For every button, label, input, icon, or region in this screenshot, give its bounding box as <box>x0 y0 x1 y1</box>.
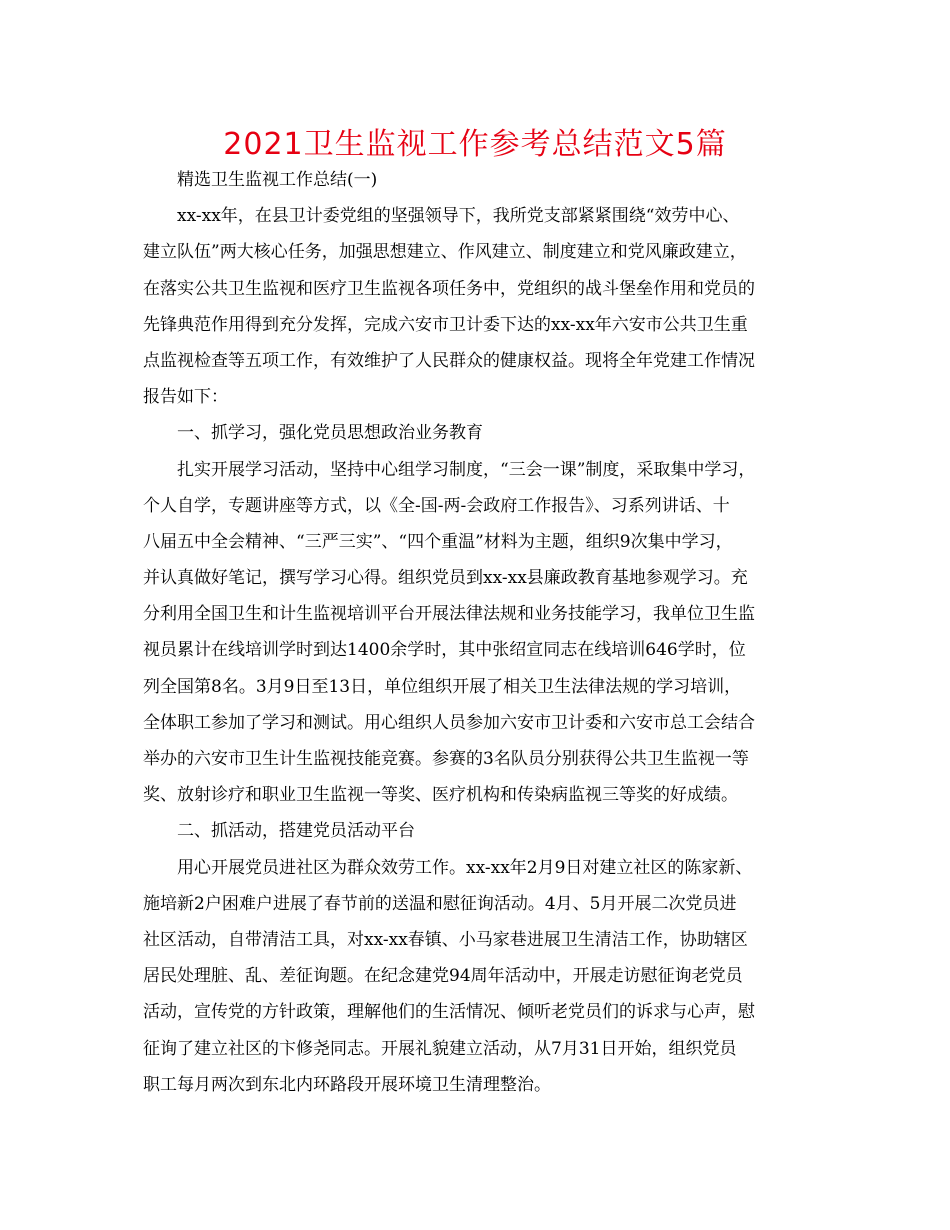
body-line: 在落实公共卫生监视和医疗卫生监视各项任务中，党组织的战斗堡垒作用和党员的 <box>143 278 755 299</box>
body-line: 二、抓活动，搭建党员活动平台 <box>177 821 415 842</box>
body-line: 居民处理脏、乱、差征询题。在纪念建党94周年活动中，开展走访慰征询老党员 <box>143 966 743 987</box>
document-title: 2021卫生监视工作参考总结范文5篇 <box>223 127 727 162</box>
body-line: 奖、放射诊疗和职业卫生监视一等奖、医疗机构和传染病监视三等奖的好成绩。 <box>143 785 738 806</box>
body-line: 点监视检查等五项工作，有效维护了人民群众的健康权益。现将全年党建工作情况 <box>143 350 755 371</box>
document-body <box>143 162 833 1103</box>
body-line: 个人自学，专题讲座等方式，以《全-国-两-会政府工作报告》、习系列讲话、十 <box>143 495 730 516</box>
body-line: 扎实开展学习活动，坚持中心组学习制度，“三会一课”制度，采取集中学习， <box>177 459 756 480</box>
body-line: 视员累计在线培训学时到达1400余学时，其中张绍宣同志在线培训646学时，位 <box>143 640 746 661</box>
body-line: xx-xx年，在县卫计委党组的坚强领导下，我所党支部紧紧围绕“效劳中心、 <box>177 206 740 227</box>
body-line: 职工每月两次到东北内环路段开展环境卫生清理整治。 <box>143 1074 551 1095</box>
body-line: 精选卫生监视工作总结(一) <box>177 170 378 190</box>
body-line: 建立队伍”两大核心任务，加强思想建立、作风建立、制度建立和党风廉政建立， <box>143 242 747 263</box>
body-line: 列全国第8名。3月9日至13日，单位组织开展了相关卫生法律法规的学习培训， <box>143 676 742 697</box>
body-line: 八届五中全会精神、“三严三实”、“四个重温”材料为主题，组织9次集中学习， <box>143 531 733 552</box>
body-line: 并认真做好笔记，撰写学习心得。组织党员到xx-xx县廉政教育基地参观学习。充 <box>143 568 748 589</box>
body-line: 征询了建立社区的卞修尧同志。开展礼貌建立活动，从7月31日开始，组织党员 <box>143 1038 737 1059</box>
body-line: 社区活动，自带清洁工具，对xx-xx春镇、小马家巷进展卫生清洁工作，协助辖区 <box>143 929 748 950</box>
body-line: 施培新2户困难户进展了春节前的送温和慰征询活动。4月、5月开展二次党员进 <box>143 893 737 914</box>
body-line: 举办的六安市卫生计生监视技能竞赛。参赛的3名队员分别获得公共卫生监视一等 <box>143 749 749 769</box>
body-line: 一、抓学习，强化党员思想政治业务教育 <box>177 423 483 444</box>
body-line: 用心开展党员进社区为群众效劳工作。xx-xx年2月9日对建立社区的陈家新、 <box>177 857 753 878</box>
body-line: 报告如下： <box>143 387 228 408</box>
body-line: 分利用全国卫生和计生监视培训平台开展法律法规和业务技能学习，我单位卫生监 <box>143 604 755 625</box>
body-line: 先锋典范作用得到充分发挥，完成六安市卫计委下达的xx-xx年六安市公共卫生重 <box>143 314 748 335</box>
body-line: 活动，宣传党的方针政策，理解他们的生活情况、倾听老党员们的诉求与心声，慰 <box>143 1002 755 1023</box>
body-line: 全体职工参加了学习和测试。用心组织人员参加六安市卫计委和六安市总工会结合 <box>143 712 755 733</box>
